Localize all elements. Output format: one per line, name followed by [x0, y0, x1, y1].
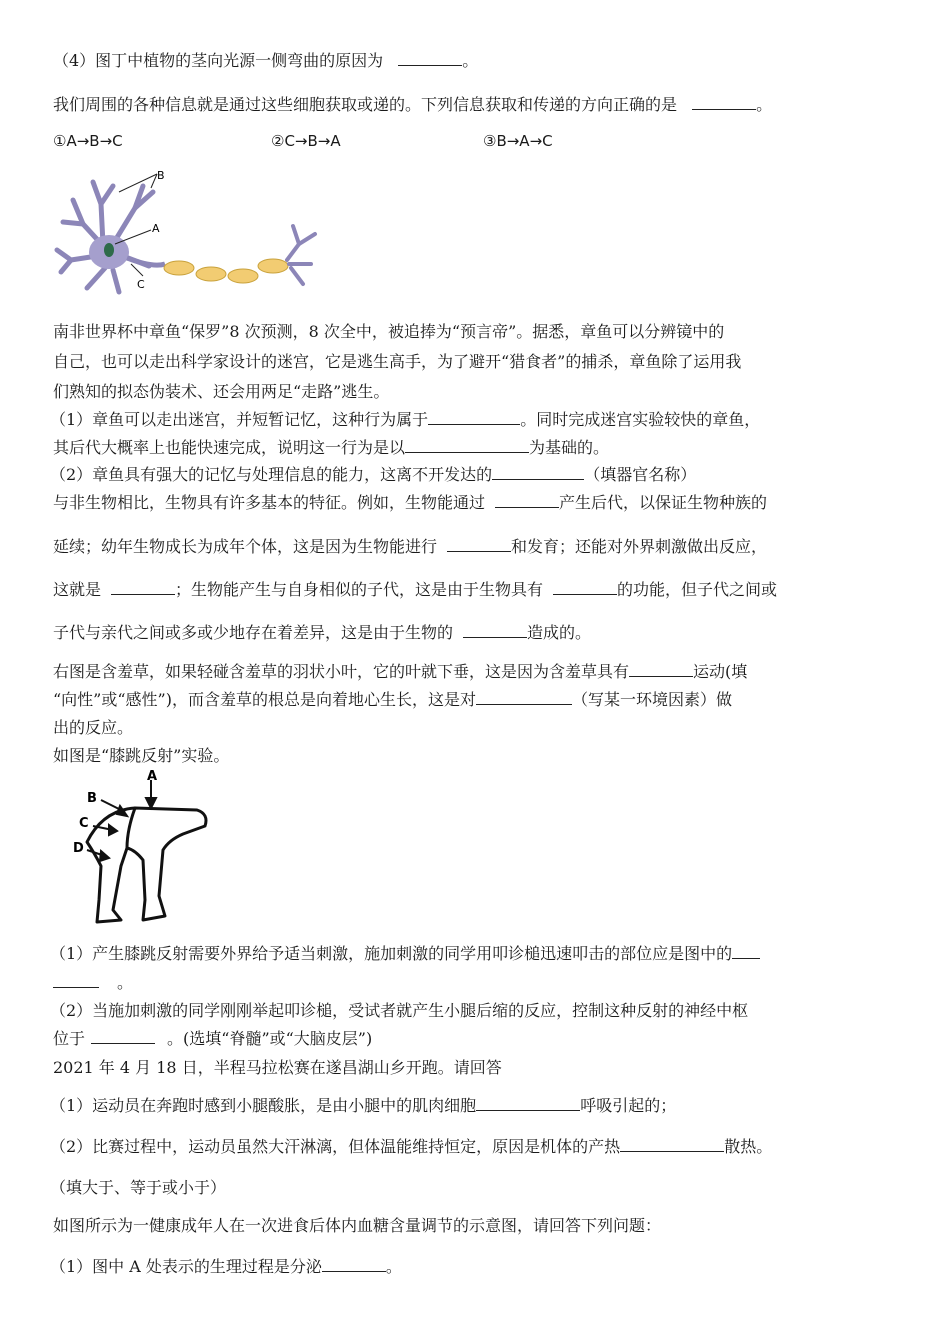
marathon-intro: 2021 年 4 月 18 日，半程马拉松赛在遂昌湖山乡开跑。请回答: [53, 1058, 502, 1077]
answer-blank[interactable]: [495, 493, 559, 508]
octopus-passage-line-3: 们熟知的拟态伪装术、还会用两足“走路”逃生。: [53, 382, 390, 401]
mimosa-line-3: 出的反应。: [53, 718, 134, 737]
life-line-3: 这就是 ；生物能产生与自身相似的子代，这是由于生物具有 的功能，但子代之间或: [53, 580, 778, 599]
knee-q2-cont: 位于 。(选填“脊髓”或“大脑皮层”): [53, 1029, 373, 1048]
answer-blank[interactable]: [463, 623, 527, 638]
answer-blank[interactable]: [553, 580, 617, 595]
octopus-q1-cont: 其后代大概率上也能快速完成，说明这一行为是以 为基础的。: [53, 438, 610, 457]
life-line-4: 子代与亲代之间或多或少地存在着差异，这是由于生物的 造成的。: [53, 623, 592, 642]
myelin-sheath: [164, 259, 288, 283]
leg-outline: [87, 808, 206, 922]
label-b: B: [87, 791, 97, 806]
knee-reflex-diagram: [65, 770, 215, 930]
marathon-q2-note: （填大于、等于或小于）: [50, 1178, 227, 1197]
knee-q1-cont: 。: [53, 972, 133, 994]
mimosa-line-2: “向性”或“感性”)，而含羞草的根总是向着地心生长，这是对 （写某一环境因素）做: [53, 690, 732, 709]
mimosa-line-1: 右图是含羞草，如果轻碰含羞草的羽状小叶，它的叶就下垂，这是因为含羞草具有 运动(填: [53, 662, 748, 681]
octopus-q1: （1）章鱼可以走出迷宫，并短暂记忆，这种行为属于 。同时完成迷宫实验较快的章鱼，: [50, 410, 761, 429]
neuron-options: [53, 130, 553, 152]
answer-blank[interactable]: [398, 51, 462, 66]
answer-blank[interactable]: [447, 537, 511, 552]
answer-blank[interactable]: [428, 410, 520, 425]
option-2[interactable]: ②C→B→A: [271, 132, 341, 150]
knee-intro: 如图是“膝跳反射”实验。: [53, 746, 230, 765]
answer-blank[interactable]: [53, 973, 99, 988]
answer-blank[interactable]: [91, 1029, 155, 1044]
octopus-passage-line-2: 自己，也可以走出科学家设计的迷宫，它是逃生高手，为了避开“猎食者”的捕杀，章鱼除了运用我: [53, 352, 742, 371]
marathon-q2: （2）比赛过程中，运动员虽然大汗淋漓，但体温能维持恒定，原因是机体的产热 散热。: [50, 1137, 773, 1156]
question-neuron-stem: 我们周围的各种信息就是通过这些细胞获取或递的。下列信息获取和传递的方向正确的是 。: [53, 95, 773, 114]
label-d: D: [73, 841, 84, 856]
knee-q2: （2）当施加刺激的同学刚刚举起叩诊槌，受试者就产生小腿后缩的反应，控制这种反射的神经中枢: [50, 1001, 749, 1020]
answer-blank[interactable]: [476, 690, 572, 705]
neuron-diagram: [53, 164, 323, 298]
life-line-2: 延续；幼年生物成长为成年个体，这是因为生物能进行 和发育；还能对外界刺激做出反应，: [53, 537, 768, 556]
answer-blank[interactable]: [476, 1096, 580, 1111]
octopus-passage-line-1: 南非世界杯中章鱼“保罗”8 次预测，8 次全中，被追捧为“预言帝”。据悉，章鱼可以分辨镜中的: [53, 322, 725, 341]
axon-hillock: [127, 258, 165, 265]
octopus-q2: （2）章鱼具有强大的记忆与处理信息的能力，这离不开发达的 （填器官名称）: [50, 465, 697, 484]
answer-blank[interactable]: [405, 438, 529, 453]
glucose-q1: （1）图中 A 处表示的生理过程是分泌 。: [50, 1257, 402, 1276]
answer-blank[interactable]: [492, 465, 584, 480]
nucleus: [104, 243, 114, 257]
label-c: C: [79, 816, 89, 831]
label-c: C: [137, 278, 145, 291]
axon-terminals: [287, 226, 315, 284]
pointer-arrows: [87, 780, 156, 861]
question-plant-stem: （4）图丁中植物的茎向光源一侧弯曲的原因为 。: [53, 51, 479, 70]
label-a: A: [152, 222, 160, 235]
glucose-intro: 如图所示为一健康成年人在一次进食后体内血糖含量调节的示意图，请回答下列问题：: [53, 1216, 662, 1235]
life-line-1: 与非生物相比，生物具有许多基本的特征。例如，生物能通过 产生后代，以保证生物种族的: [53, 493, 768, 512]
label-b: B: [157, 169, 165, 182]
knee-q1: （1）产生膝跳反射需要外界给予适当刺激，施加刺激的同学用叩诊槌迅速叩击的部位应是图中的: [50, 943, 760, 965]
label-a: A: [147, 770, 158, 784]
option-1[interactable]: ①A→B→C: [53, 132, 123, 150]
option-3[interactable]: ③B→A→C: [483, 132, 553, 150]
answer-blank[interactable]: [111, 580, 175, 595]
answer-blank[interactable]: [620, 1137, 724, 1152]
answer-blank[interactable]: [629, 662, 693, 677]
answer-blank[interactable]: [322, 1257, 386, 1272]
answer-blank[interactable]: [732, 944, 760, 959]
answer-blank[interactable]: [692, 95, 756, 110]
marathon-q1: （1）运动员在奔跑时感到小腿酸胀，是由小腿中的肌肉细胞 呼吸引起的；: [50, 1096, 677, 1115]
